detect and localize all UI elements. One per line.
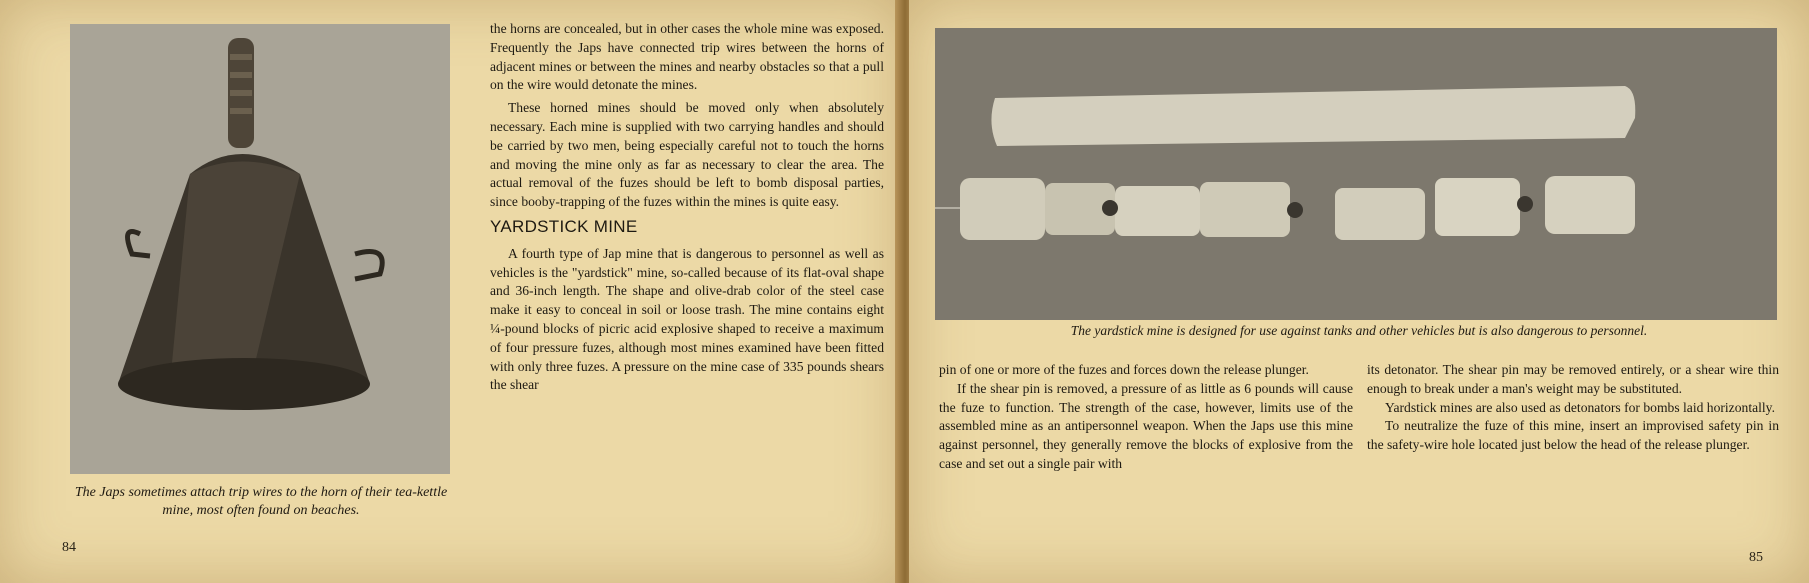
paragraph: the horns are concealed, but in other cases the whole mine was exposed. Frequently the Japs have connected trip wires between the horns of adjacent mines or between the mines and nearby obstacles so that a pull on the wire would detonate the mines.: [490, 21, 884, 93]
paragraph: A fourth type of Jap mine that is dangerous to personnel as well as vehicles is the "yardstick" mine, so-called because of its flat-oval shape and 36-inch length. The shape and olive-drab color of the steel case make it easy to conceal in soil or loose trash. The mine contains eight ¼-pound blocks of picric acid explosive shaped to receive a maximum of four pressure fuzes, although most mines examined have been fitted with only three fuzes. A pressure on the mine case of 335 pounds shears the shear: [490, 245, 884, 393]
paragraph: These horned mines should be moved only when absolutely necessary. Each mine is supplied with two carrying handles and should be carried by two men, being especially careful not to touch the horns and moving the mine only as far as necessary to clear the area. The actual removal of the fuzes should be left to bomb disposal parties, since booby-trapping of the fuzes within the mines is quite easy.: [490, 100, 884, 210]
figure-caption: The Japs sometimes attach trip wires to the horn of their tea-kettle mine, most often found on beaches.: [74, 485, 448, 518]
yardstick-mine-photo: [935, 28, 1777, 320]
figure-caption: The yardstick mine is designed for use against tanks and other vehicles but is also dangerous to personnel.: [1070, 323, 1648, 338]
page-number: 84: [62, 540, 76, 555]
paragraph: its detonator. The shear pin may be removed entirely, or a shear wire thin enough to break under a man's weight may be substituted.: [1367, 362, 1779, 396]
left-page: [0, 0, 900, 583]
page-number: 85: [1749, 550, 1763, 565]
section-heading: YARDSTICK MINE: [490, 216, 638, 236]
yardstick-mine-illustration: [935, 28, 1777, 320]
tea-kettle-mine-photo: [70, 24, 450, 474]
paragraph: To neutralize the fuze of this mine, insert an improvised safety pin in the safety-wire hole located just below the head of the release plunger.: [1367, 418, 1779, 453]
paragraph: pin of one or more of the fuzes and forces down the release plunger.: [939, 362, 1309, 377]
body-text-column: [490, 20, 884, 395]
right-page: [909, 0, 1809, 583]
paragraph: Yardstick mines are also used as detonators for bombs laid horizontally.: [1385, 399, 1775, 415]
body-text-column-1: [939, 361, 1353, 474]
body-text-column-2: [1367, 361, 1779, 455]
tea-kettle-mine-illustration: [70, 24, 450, 474]
paragraph: If the shear pin is removed, a pressure of as little as 6 pounds will cause the fuze to function. The strength of the case, however, limits use of the assembled mine as an antipersonnel weapon. When the Japs use this mine against personnel, they generally remove the blocks of explosive from the case and set out a single pair with: [939, 380, 1353, 471]
